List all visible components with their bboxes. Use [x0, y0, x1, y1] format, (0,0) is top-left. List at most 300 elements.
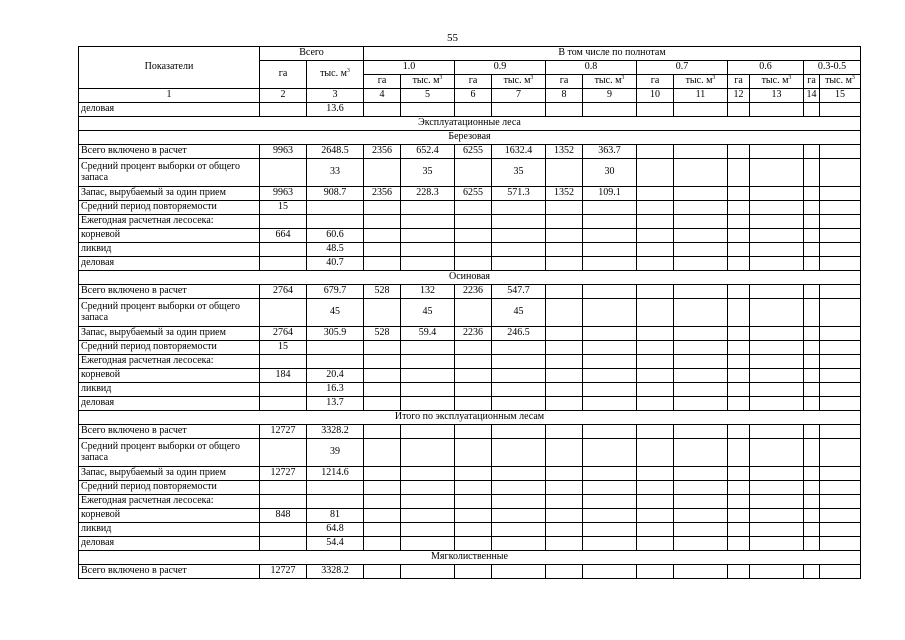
table-cell — [546, 397, 583, 411]
table-cell — [820, 425, 861, 439]
table-cell — [728, 383, 750, 397]
table-cell: 54.4 — [307, 537, 364, 551]
column-number: 7 — [492, 89, 546, 103]
row-label: Всего включено в расчет — [79, 425, 260, 439]
table-cell — [750, 299, 804, 327]
table-cell: 2236 — [455, 285, 492, 299]
table-cell — [804, 397, 820, 411]
column-number: 3 — [307, 89, 364, 103]
table-cell: 132 — [401, 285, 455, 299]
table-cell — [401, 537, 455, 551]
table-cell — [492, 355, 546, 369]
table-cell — [455, 215, 492, 229]
row-label: Всего включено в расчет — [79, 285, 260, 299]
column-number: 14 — [804, 89, 820, 103]
table-cell — [674, 369, 728, 383]
header-ha: га — [728, 75, 750, 89]
table-cell — [820, 257, 861, 271]
table-cell: 12727 — [260, 425, 307, 439]
table-cell: 30 — [583, 159, 637, 187]
row-label: Средний процент выборки от общего запаса — [79, 299, 260, 327]
table-cell — [546, 327, 583, 341]
table-cell — [401, 243, 455, 257]
row-label: Ежегодная расчетная лесосека: — [79, 215, 260, 229]
table-cell — [750, 369, 804, 383]
table-row — [79, 327, 861, 341]
table-cell — [492, 201, 546, 215]
table-cell — [804, 523, 820, 537]
table-row — [79, 201, 861, 215]
table-cell — [637, 187, 674, 201]
table-cell — [307, 481, 364, 495]
row-label: Средний процент выборки от общего запаса — [79, 439, 260, 467]
header-total-volume: тыс. $м^3$ — [307, 61, 364, 89]
table-cell — [364, 425, 401, 439]
table-cell: 15 — [260, 341, 307, 355]
table-cell — [364, 257, 401, 271]
table-cell: 6255 — [455, 187, 492, 201]
section-title: Эксплуатационные леса — [79, 117, 861, 131]
table-cell — [728, 565, 750, 579]
table-row — [79, 481, 861, 495]
table-cell — [750, 341, 804, 355]
column-number: 9 — [583, 89, 637, 103]
row-label: деловая — [79, 537, 260, 551]
table-cell — [583, 285, 637, 299]
table-cell — [492, 537, 546, 551]
table-cell — [820, 369, 861, 383]
table-cell — [492, 439, 546, 467]
section-row — [79, 271, 861, 285]
table-cell — [401, 229, 455, 243]
header-ha: га — [364, 75, 401, 89]
table-cell — [728, 215, 750, 229]
table-cell — [750, 229, 804, 243]
table-cell — [674, 327, 728, 341]
header-density: 0.8 — [546, 61, 637, 75]
section-title: Итого по эксплуатационным лесам — [79, 411, 861, 425]
table-cell — [804, 327, 820, 341]
table-cell — [637, 243, 674, 257]
table-cell: 13.7 — [307, 397, 364, 411]
table-cell: 20.4 — [307, 369, 364, 383]
table-cell — [583, 481, 637, 495]
table-cell — [637, 145, 674, 159]
table-cell — [728, 201, 750, 215]
table-cell — [637, 369, 674, 383]
table-cell — [637, 509, 674, 523]
table-cell — [820, 523, 861, 537]
table-cell — [637, 215, 674, 229]
table-cell: 40.7 — [307, 257, 364, 271]
column-number: 8 — [546, 89, 583, 103]
column-number: 15 — [820, 89, 861, 103]
table-cell — [307, 341, 364, 355]
table-cell — [674, 243, 728, 257]
table-cell — [804, 243, 820, 257]
table-cell — [728, 257, 750, 271]
table-cell — [583, 103, 637, 117]
table-cell: 33 — [307, 159, 364, 187]
table-cell — [455, 159, 492, 187]
table-row — [79, 243, 861, 257]
table-cell: 528 — [364, 327, 401, 341]
row-label: Всего включено в расчет — [79, 145, 260, 159]
table-cell: 15 — [260, 201, 307, 215]
table-cell — [546, 201, 583, 215]
table-cell — [820, 201, 861, 215]
table-cell — [804, 215, 820, 229]
table-cell — [728, 425, 750, 439]
table-cell — [546, 285, 583, 299]
table-cell — [401, 103, 455, 117]
table-cell — [637, 481, 674, 495]
table-cell — [674, 201, 728, 215]
table-cell — [750, 383, 804, 397]
header-volume: тыс. $м^3$ — [401, 75, 455, 89]
header-ha: га — [455, 75, 492, 89]
table-cell — [674, 215, 728, 229]
table-cell: 2356 — [364, 145, 401, 159]
table-cell — [401, 369, 455, 383]
table-cell: 652.4 — [401, 145, 455, 159]
table-cell — [674, 467, 728, 481]
table-cell: 664 — [260, 229, 307, 243]
table-cell — [728, 145, 750, 159]
table-cell — [546, 215, 583, 229]
table-cell — [492, 229, 546, 243]
table-cell — [728, 299, 750, 327]
table-cell — [455, 509, 492, 523]
table-cell — [750, 159, 804, 187]
column-number: 1 — [79, 89, 260, 103]
row-label: Средний период повторяемости — [79, 201, 260, 215]
table-cell — [728, 369, 750, 383]
table-cell — [674, 495, 728, 509]
table-cell: 2356 — [364, 187, 401, 201]
row-label: корневой — [79, 229, 260, 243]
table-cell — [820, 397, 861, 411]
table-cell — [492, 369, 546, 383]
table-cell — [546, 439, 583, 467]
table-cell — [364, 509, 401, 523]
table-cell — [750, 481, 804, 495]
table-cell — [364, 355, 401, 369]
table-cell: 363.7 — [583, 145, 637, 159]
table-cell — [750, 467, 804, 481]
table-cell: 13.6 — [307, 103, 364, 117]
table-cell — [307, 355, 364, 369]
page-number: 55 — [447, 32, 458, 44]
table-cell — [750, 425, 804, 439]
table-cell — [820, 537, 861, 551]
table-cell — [674, 257, 728, 271]
table-cell — [492, 397, 546, 411]
table-cell — [674, 103, 728, 117]
table-cell — [455, 565, 492, 579]
table-cell — [364, 229, 401, 243]
table-cell: 12727 — [260, 467, 307, 481]
table-cell — [260, 397, 307, 411]
table-cell — [307, 495, 364, 509]
table-cell — [546, 565, 583, 579]
table-cell — [750, 523, 804, 537]
table-cell — [546, 159, 583, 187]
table-cell — [546, 523, 583, 537]
table-cell — [804, 103, 820, 117]
table-cell — [674, 565, 728, 579]
column-number: 10 — [637, 89, 674, 103]
table-cell — [750, 439, 804, 467]
table-cell — [728, 397, 750, 411]
table-cell — [583, 257, 637, 271]
table-cell — [546, 341, 583, 355]
table-cell — [546, 299, 583, 327]
table-cell — [260, 257, 307, 271]
table-cell — [364, 439, 401, 467]
row-label: Всего включено в расчет — [79, 565, 260, 579]
table-cell — [307, 215, 364, 229]
table-cell: 908.7 — [307, 187, 364, 201]
table-cell — [364, 341, 401, 355]
table-cell: 35 — [492, 159, 546, 187]
table-cell — [728, 103, 750, 117]
table-cell — [804, 565, 820, 579]
table-cell — [637, 159, 674, 187]
row-label: Запас, вырубаемый за один прием — [79, 187, 260, 201]
table-cell — [804, 299, 820, 327]
table-cell — [583, 369, 637, 383]
table-cell: 3328.2 — [307, 565, 364, 579]
table-cell: 679.7 — [307, 285, 364, 299]
table-cell — [674, 341, 728, 355]
table-cell — [492, 215, 546, 229]
table-cell: 39 — [307, 439, 364, 467]
table-cell — [455, 397, 492, 411]
table-cell: 848 — [260, 509, 307, 523]
table-cell — [455, 257, 492, 271]
header-ha: га — [804, 75, 820, 89]
table-cell — [455, 369, 492, 383]
table-cell — [455, 537, 492, 551]
table-cell — [804, 355, 820, 369]
table-row — [79, 523, 861, 537]
table-row — [79, 145, 861, 159]
table-cell — [820, 327, 861, 341]
table-row — [79, 509, 861, 523]
table-cell — [401, 425, 455, 439]
table-cell — [728, 495, 750, 509]
table-cell — [546, 467, 583, 481]
table-cell — [728, 285, 750, 299]
table-cell — [546, 481, 583, 495]
table-cell — [583, 201, 637, 215]
table-cell: 2648.5 — [307, 145, 364, 159]
table-cell — [492, 257, 546, 271]
table-cell — [820, 341, 861, 355]
table-cell: 60.6 — [307, 229, 364, 243]
table-cell: 246.5 — [492, 327, 546, 341]
table-cell — [492, 103, 546, 117]
section-row — [79, 551, 861, 565]
table-cell — [260, 439, 307, 467]
table-cell — [637, 537, 674, 551]
table-cell — [455, 467, 492, 481]
table-cell — [637, 397, 674, 411]
table-cell — [455, 383, 492, 397]
table-cell — [750, 103, 804, 117]
table-cell — [674, 397, 728, 411]
table-cell — [546, 257, 583, 271]
table-cell: 48.5 — [307, 243, 364, 257]
table-cell — [546, 495, 583, 509]
table-cell: 1352 — [546, 145, 583, 159]
table-cell: 16.3 — [307, 383, 364, 397]
table-cell — [546, 537, 583, 551]
table-row — [79, 187, 861, 201]
table-cell — [583, 537, 637, 551]
table-cell — [307, 201, 364, 215]
table-cell — [804, 537, 820, 551]
table-cell — [364, 215, 401, 229]
table-row — [79, 103, 861, 117]
table-cell — [804, 467, 820, 481]
table-cell: 109.1 — [583, 187, 637, 201]
table-cell: 184 — [260, 369, 307, 383]
table-cell — [804, 145, 820, 159]
table-cell — [820, 509, 861, 523]
table-cell — [637, 229, 674, 243]
table-cell — [674, 159, 728, 187]
table-cell — [637, 495, 674, 509]
header-volume: тыс. $м^3$ — [750, 75, 804, 89]
table-cell — [364, 383, 401, 397]
table-row — [79, 159, 861, 187]
table-cell — [364, 243, 401, 257]
table-cell — [637, 355, 674, 369]
table-cell — [455, 201, 492, 215]
row-label: деловая — [79, 103, 260, 117]
table-cell — [804, 187, 820, 201]
table-row — [79, 383, 861, 397]
table-cell — [820, 285, 861, 299]
table-row — [79, 425, 861, 439]
table-cell — [728, 481, 750, 495]
table-cell — [804, 495, 820, 509]
table-cell — [401, 467, 455, 481]
table-cell — [455, 341, 492, 355]
table-cell — [637, 201, 674, 215]
table-cell: 305.9 — [307, 327, 364, 341]
table-cell — [750, 397, 804, 411]
table-cell — [492, 243, 546, 257]
table-cell — [637, 565, 674, 579]
table-row — [79, 495, 861, 509]
table-cell — [583, 327, 637, 341]
table-cell — [674, 425, 728, 439]
table-cell — [455, 439, 492, 467]
table-cell — [401, 565, 455, 579]
table-cell — [674, 299, 728, 327]
table-cell — [401, 215, 455, 229]
header-volume: тыс. $м^3$ — [583, 75, 637, 89]
table-cell — [583, 565, 637, 579]
table-cell — [637, 383, 674, 397]
section-row — [79, 117, 861, 131]
table-cell — [804, 285, 820, 299]
row-label: ликвид — [79, 383, 260, 397]
table-cell — [637, 285, 674, 299]
table-cell — [401, 439, 455, 467]
table-cell — [750, 565, 804, 579]
table-cell: 45 — [307, 299, 364, 327]
row-label: деловая — [79, 397, 260, 411]
table-cell — [637, 341, 674, 355]
table-cell: 59.4 — [401, 327, 455, 341]
table-cell — [750, 355, 804, 369]
row-label: ликвид — [79, 523, 260, 537]
table-cell — [728, 243, 750, 257]
table-cell — [260, 243, 307, 257]
table-cell — [674, 509, 728, 523]
section-title: Осиновая — [79, 271, 861, 285]
table-cell — [804, 369, 820, 383]
table-row — [79, 229, 861, 243]
table-row — [79, 285, 861, 299]
table-cell — [492, 481, 546, 495]
header-ha: га — [546, 75, 583, 89]
table-cell — [583, 299, 637, 327]
row-label: Ежегодная расчетная лесосека: — [79, 355, 260, 369]
table-cell — [820, 103, 861, 117]
table-row — [79, 215, 861, 229]
table-cell — [364, 369, 401, 383]
table-cell — [820, 467, 861, 481]
table-cell — [260, 537, 307, 551]
table-cell — [364, 565, 401, 579]
table-cell — [455, 523, 492, 537]
header-density: 0.9 — [455, 61, 546, 75]
table-cell — [674, 439, 728, 467]
table-cell — [674, 383, 728, 397]
table-cell — [455, 229, 492, 243]
section-title: Березовая — [79, 131, 861, 145]
table-cell — [750, 327, 804, 341]
table-cell — [455, 243, 492, 257]
header-volume: тыс. $м^3$ — [674, 75, 728, 89]
table-cell — [750, 509, 804, 523]
table-cell — [492, 565, 546, 579]
row-label: Ежегодная расчетная лесосека: — [79, 495, 260, 509]
table-cell — [583, 523, 637, 537]
table-cell — [674, 355, 728, 369]
table-cell — [750, 187, 804, 201]
table-cell: 45 — [401, 299, 455, 327]
column-number: 2 — [260, 89, 307, 103]
table-cell — [728, 327, 750, 341]
table-cell — [804, 341, 820, 355]
table-cell — [583, 397, 637, 411]
table-cell — [804, 481, 820, 495]
table-cell — [401, 201, 455, 215]
table-cell: 3328.2 — [307, 425, 364, 439]
table-cell — [820, 383, 861, 397]
table-cell — [260, 103, 307, 117]
table-cell — [728, 537, 750, 551]
table-cell: 6255 — [455, 145, 492, 159]
table-cell — [820, 145, 861, 159]
table-cell: 228.3 — [401, 187, 455, 201]
